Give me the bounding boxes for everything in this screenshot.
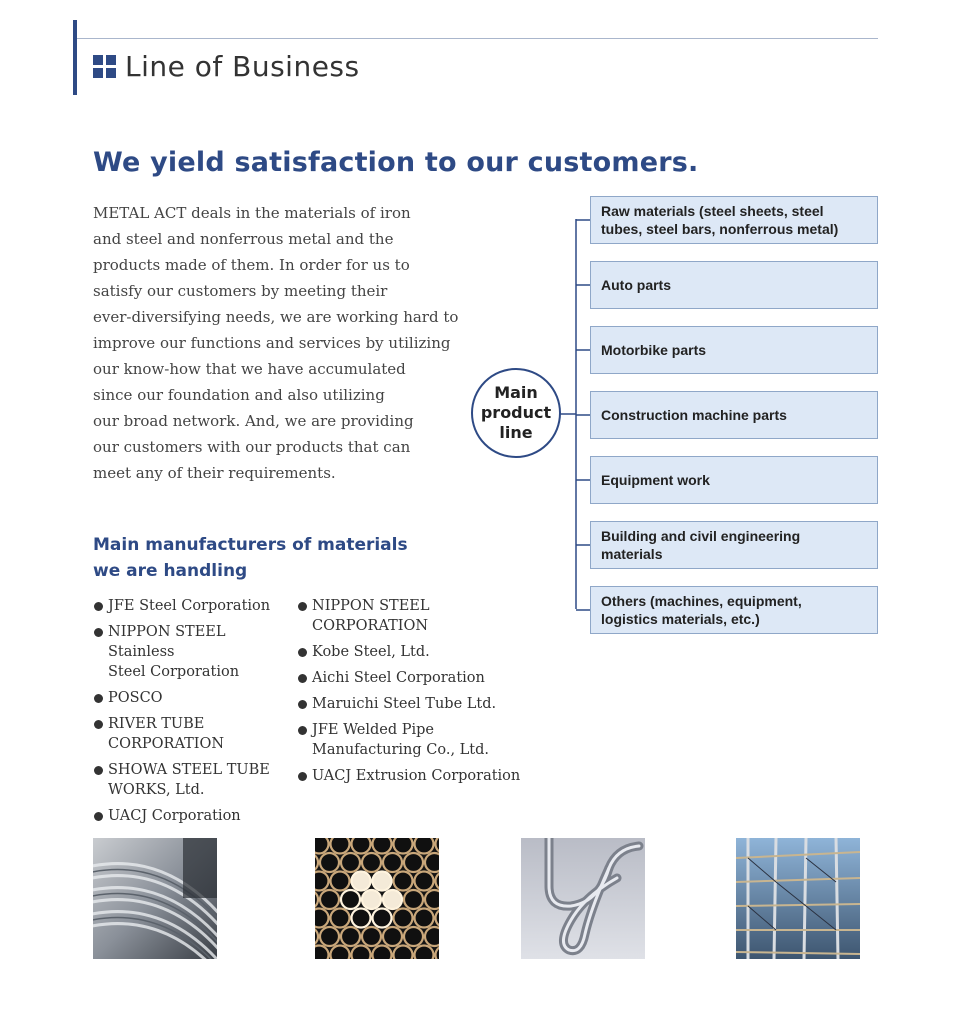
tube-end bbox=[404, 927, 423, 946]
bent-wire-photo bbox=[521, 838, 645, 959]
tube-end bbox=[352, 838, 371, 854]
manufacturers-heading-line: Main manufacturers of materials bbox=[93, 535, 408, 555]
intro-line: and steel and nonferrous metal and the bbox=[93, 230, 394, 248]
tube-end bbox=[415, 838, 434, 854]
manufacturer-name-line: Maruichi Steel Tube Ltd. bbox=[312, 696, 497, 712]
product-line-item bbox=[590, 196, 878, 244]
tube-end bbox=[331, 946, 350, 960]
product-line-item-label-line: Others (machines, equipment, bbox=[601, 593, 802, 609]
tube-end bbox=[373, 909, 392, 928]
manufacturer-name-line: UACJ Extrusion Corporation bbox=[312, 768, 521, 784]
product-line-item-label-line: Equipment work bbox=[601, 472, 710, 488]
steel-structure-photo bbox=[736, 838, 860, 959]
tube-end bbox=[320, 890, 339, 909]
tube-end bbox=[352, 946, 371, 960]
tube-end bbox=[373, 838, 392, 854]
manufacturer-name-line: NIPPON STEEL bbox=[312, 598, 430, 614]
tube-end bbox=[373, 872, 392, 891]
tube-end bbox=[383, 890, 402, 909]
header-accent-bar bbox=[73, 20, 77, 95]
manufacturer-item bbox=[93, 806, 288, 826]
manufacturer-name-line: RIVER TUBE bbox=[108, 716, 205, 732]
tube-end bbox=[331, 872, 350, 891]
intro-line: our know-how that we have accumulated bbox=[93, 360, 406, 378]
intro-line: products made of them. In order for us to bbox=[93, 256, 410, 274]
product-line-item-label bbox=[601, 471, 710, 489]
product-line-item bbox=[590, 521, 878, 569]
manufacturer-name-line: NIPPON STEEL Stainless bbox=[108, 624, 226, 660]
intro-line: improve our functions and services by utilizing bbox=[93, 334, 451, 352]
tube-end bbox=[373, 946, 392, 960]
grid-squares-icon bbox=[93, 55, 117, 79]
tube-end bbox=[341, 853, 360, 872]
intro-line: METAL ACT deals in the materials of iron bbox=[93, 204, 411, 222]
tube-end bbox=[394, 909, 413, 928]
tube-end bbox=[394, 872, 413, 891]
tube-end bbox=[415, 872, 434, 891]
tube-end bbox=[394, 838, 413, 854]
tube-end bbox=[404, 853, 423, 872]
manufacturer-name-line: UACJ Corporation bbox=[108, 808, 241, 824]
tube-end bbox=[383, 927, 402, 946]
manufacturer-name-line: JFE Steel Corporation bbox=[108, 598, 271, 614]
manufacturers-heading-line: we are handling bbox=[93, 561, 248, 581]
product-line-item-label bbox=[601, 527, 800, 563]
manufacturer-item bbox=[297, 766, 547, 786]
coil-photo bbox=[93, 838, 217, 959]
manufacturer-item bbox=[93, 596, 288, 616]
product-line-item bbox=[590, 586, 878, 634]
product-line-item-label-line: tubes, steel bars, nonferrous metal) bbox=[601, 221, 839, 237]
manufacturer-name-line: Kobe Steel, Ltd. bbox=[312, 644, 430, 660]
tube-end bbox=[415, 946, 434, 960]
product-line-item-label-line: Motorbike parts bbox=[601, 342, 707, 358]
intro-line: ever-diversifying needs, we are working hard to bbox=[93, 308, 459, 326]
headline: We yield satisfaction to our customers. bbox=[93, 147, 699, 178]
intro-line: since our foundation and also utilizing bbox=[93, 386, 385, 404]
manufacturer-name-line: Manufacturing Co., Ltd. bbox=[312, 742, 490, 758]
tube-end bbox=[331, 838, 350, 854]
tube-end bbox=[362, 927, 381, 946]
product-line-item-label-line: Raw materials (steel sheets, steel bbox=[601, 203, 824, 219]
manufacturer-name-line: Steel Corporation bbox=[108, 664, 240, 680]
tube-end bbox=[341, 890, 360, 909]
main-product-line-node bbox=[471, 368, 561, 458]
manufacturer-name-line: CORPORATION bbox=[108, 736, 225, 752]
tube-end bbox=[425, 927, 439, 946]
product-line-item-label bbox=[601, 592, 802, 628]
tube-end bbox=[315, 838, 329, 854]
manufacturer-name-line: WORKS, Ltd. bbox=[108, 782, 205, 798]
tube-end bbox=[394, 946, 413, 960]
product-line-item-label-line: logistics materials, etc.) bbox=[601, 611, 760, 627]
tube-end bbox=[425, 890, 439, 909]
manufacturer-item bbox=[297, 720, 547, 760]
main-product-line-label-line: Main bbox=[494, 383, 538, 402]
manufacturer-item bbox=[297, 642, 547, 662]
product-line-item bbox=[590, 326, 878, 374]
product-line-item bbox=[590, 391, 878, 439]
product-line-item bbox=[590, 456, 878, 504]
manufacturer-item bbox=[93, 688, 288, 708]
tube-end bbox=[415, 909, 434, 928]
product-line-item-label bbox=[601, 276, 671, 294]
intro-paragraph bbox=[93, 200, 473, 486]
page-title: Line of Business bbox=[125, 50, 360, 83]
product-line-item-label-line: materials bbox=[601, 546, 663, 562]
tube-end bbox=[320, 927, 339, 946]
tube-end bbox=[315, 946, 329, 960]
manufacturer-item bbox=[93, 714, 288, 754]
product-line-item-label-line: Building and civil engineering bbox=[601, 528, 801, 544]
tube-end bbox=[404, 890, 423, 909]
header-rule bbox=[77, 38, 878, 39]
main-product-line-label-line: product bbox=[480, 403, 552, 422]
product-line-item-label bbox=[601, 341, 706, 359]
product-line-item-label bbox=[601, 406, 787, 424]
tube-end bbox=[331, 909, 350, 928]
product-line-item-label-line: Auto parts bbox=[601, 277, 671, 293]
tube-end bbox=[362, 890, 381, 909]
main-product-line-label-line: line bbox=[499, 423, 533, 442]
tube-end bbox=[315, 872, 329, 891]
manufacturers-heading bbox=[93, 532, 408, 584]
intro-line: satisfy our customers by meeting their bbox=[93, 282, 388, 300]
intro-line: our broad network. And, we are providing bbox=[93, 412, 414, 430]
manufacturer-item bbox=[93, 760, 288, 800]
tube-end bbox=[315, 909, 329, 928]
tube-end bbox=[341, 927, 360, 946]
tube-end bbox=[383, 853, 402, 872]
manufacturers-list-left bbox=[93, 596, 288, 832]
intro-line: meet any of their requirements. bbox=[93, 464, 336, 482]
main-product-line-label bbox=[476, 383, 556, 443]
tube-end bbox=[352, 909, 371, 928]
tube-end bbox=[352, 872, 371, 891]
tube-end bbox=[320, 853, 339, 872]
manufacturer-name-line: POSCO bbox=[108, 690, 163, 706]
tube-end bbox=[362, 853, 381, 872]
product-line-item-label-line: Construction machine parts bbox=[601, 407, 787, 423]
manufacturer-item bbox=[297, 596, 547, 636]
intro-line: our customers with our products that can bbox=[93, 438, 411, 456]
manufacturer-name-line: CORPORATION bbox=[312, 618, 429, 634]
product-line-item bbox=[590, 261, 878, 309]
manufacturers-list-right bbox=[297, 596, 547, 792]
manufacturer-name-line: JFE Welded Pipe bbox=[312, 722, 435, 738]
tube-end bbox=[425, 853, 439, 872]
tubes-photo bbox=[315, 838, 439, 959]
manufacturer-item bbox=[297, 694, 547, 714]
product-line-item-label bbox=[601, 202, 838, 238]
manufacturer-item bbox=[93, 622, 288, 682]
manufacturer-item bbox=[297, 668, 547, 688]
manufacturer-name-line: Aichi Steel Corporation bbox=[312, 670, 485, 686]
manufacturer-name-line: SHOWA STEEL TUBE bbox=[108, 762, 270, 778]
